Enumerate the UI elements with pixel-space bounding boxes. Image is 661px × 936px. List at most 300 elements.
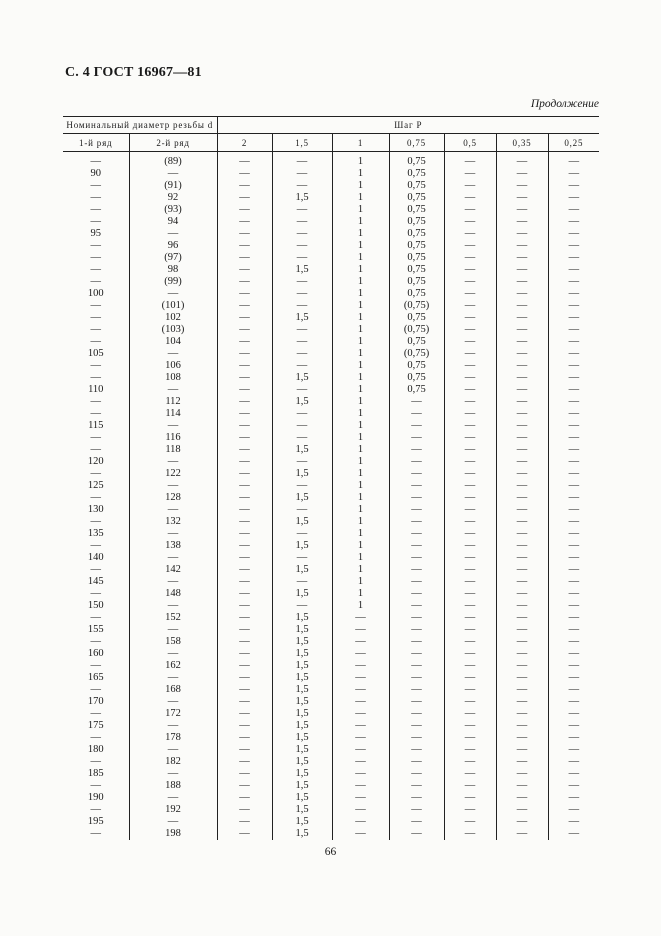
nominal-diameter-header: Номинальный диаметр резьбы d [63, 117, 217, 134]
cell-pitch-0-75: 0,75 [389, 180, 444, 192]
cell-pitch-2: — [217, 696, 272, 708]
cell-row1-diameter: — [90, 264, 101, 275]
cell-pitch-0-5: — [444, 288, 496, 300]
cell-pitch-1: — [332, 696, 389, 708]
cell-pitch-0-5: — [444, 624, 496, 636]
cell-pitch-0-35: — [496, 684, 548, 696]
cell-pitch-0-25: — [548, 732, 599, 744]
cell-pitch-0-75: — [389, 816, 444, 828]
cell-pitch-0-5: — [444, 336, 496, 348]
cell-pitch-0-5: — [444, 360, 496, 372]
cell-pitch-0-5: — [444, 252, 496, 264]
cell-pitch-0-25: — [548, 264, 599, 276]
cell-pitch-0-25: — [548, 540, 599, 552]
cell-pitch-0-75: — [389, 696, 444, 708]
cell-pitch-1: — [332, 636, 389, 648]
cell-pitch-1: — [332, 648, 389, 660]
cell-pitch-1: 1 [332, 312, 389, 324]
cell-row1-diameter: — [90, 804, 101, 815]
cell-pitch-0-75: — [389, 756, 444, 768]
cell-row2-diameter: — [129, 384, 217, 396]
table-row [63, 780, 599, 792]
cell-pitch-0-35: — [496, 396, 548, 408]
table-body [63, 152, 599, 841]
cell-row1-diameter: — [90, 660, 101, 671]
cell-pitch-0-25: — [548, 804, 599, 816]
cell-pitch-1: — [332, 828, 389, 840]
cell-row1-diameter: 155 [87, 624, 104, 635]
cell-pitch-0-35: — [496, 732, 548, 744]
cell-pitch-1: 1 [332, 228, 389, 240]
cell-row1-diameter: 105 [87, 348, 104, 359]
cell-pitch-2: — [217, 672, 272, 684]
cell-row2-diameter: 162 [129, 660, 217, 672]
cell-pitch-1-5: — [272, 420, 332, 432]
cell-pitch-0-5: — [444, 168, 496, 180]
cell-pitch-2: — [217, 480, 272, 492]
cell-row1-diameter: — [90, 312, 101, 323]
cell-pitch-0-35: — [496, 192, 548, 204]
cell-pitch-0-75: — [389, 552, 444, 564]
cell-pitch-0-25: — [548, 312, 599, 324]
cell-pitch-2: — [217, 240, 272, 252]
table-row [63, 744, 599, 756]
cell-pitch-0-35: — [496, 564, 548, 576]
cell-pitch-0-25: — [548, 480, 599, 492]
cell-pitch-0-75: — [389, 564, 444, 576]
cell-row2-diameter: 98 [129, 264, 217, 276]
cell-pitch-0-35: — [496, 636, 548, 648]
col-header-pitch-0-5: 0,5 [444, 134, 496, 152]
cell-pitch-0-25: — [548, 432, 599, 444]
cell-pitch-2: — [217, 264, 272, 276]
cell-pitch-2: — [217, 768, 272, 780]
cell-pitch-1: — [332, 732, 389, 744]
cell-pitch-0-75: — [389, 660, 444, 672]
cell-pitch-2: — [217, 528, 272, 540]
cell-pitch-0-5: — [444, 408, 496, 420]
cell-row1-diameter: — [90, 180, 101, 191]
cell-row1-diameter: — [90, 156, 101, 167]
cell-pitch-2: — [217, 588, 272, 600]
cell-pitch-0-35: — [496, 456, 548, 468]
table-row [63, 612, 599, 624]
col-header-row1: 1-й ряд [63, 134, 129, 152]
cell-pitch-0-35: — [496, 756, 548, 768]
cell-row1-diameter: 140 [87, 552, 104, 563]
cell-pitch-0-5: — [444, 528, 496, 540]
cell-row2-diameter: 138 [129, 540, 217, 552]
cell-pitch-2: — [217, 360, 272, 372]
cell-pitch-2: — [217, 684, 272, 696]
cell-row2-diameter: (93) [129, 204, 217, 216]
table-row [63, 300, 599, 312]
table-row [63, 264, 599, 276]
continuation-label: Продолжение [530, 98, 599, 110]
cell-pitch-0-35: — [496, 552, 548, 564]
cell-pitch-0-75: — [389, 720, 444, 732]
cell-pitch-1-5: — [272, 552, 332, 564]
cell-row2-diameter: 108 [129, 372, 217, 384]
table-row [63, 420, 599, 432]
table-row [63, 192, 599, 204]
table-row [63, 336, 599, 348]
cell-pitch-1-5: — [272, 324, 332, 336]
cell-pitch-1: 1 [332, 384, 389, 396]
cell-row2-diameter: (101) [129, 300, 217, 312]
cell-pitch-1-5: 1,5 [272, 744, 332, 756]
cell-pitch-0-35: — [496, 624, 548, 636]
cell-pitch-0-35: — [496, 240, 548, 252]
cell-row1-diameter: 160 [87, 648, 104, 659]
cell-row1-diameter: — [90, 360, 101, 371]
table-row [63, 444, 599, 456]
cell-pitch-0-35: — [496, 312, 548, 324]
cell-pitch-0-25: — [548, 492, 599, 504]
cell-pitch-0-25: — [548, 152, 599, 169]
cell-pitch-1: 1 [332, 300, 389, 312]
cell-pitch-1: 1 [332, 492, 389, 504]
cell-pitch-0-5: — [444, 384, 496, 396]
cell-pitch-2: — [217, 348, 272, 360]
cell-pitch-0-75: 0,75 [389, 264, 444, 276]
cell-pitch-1: — [332, 768, 389, 780]
cell-row1-diameter: 100 [87, 288, 104, 299]
cell-pitch-1: 1 [332, 372, 389, 384]
cell-pitch-0-75: — [389, 504, 444, 516]
cell-pitch-2: — [217, 336, 272, 348]
cell-pitch-1-5: 1,5 [272, 756, 332, 768]
cell-pitch-0-75: — [389, 588, 444, 600]
cell-pitch-0-35: — [496, 420, 548, 432]
cell-pitch-0-25: — [548, 528, 599, 540]
cell-row2-diameter: 172 [129, 708, 217, 720]
cell-pitch-2: — [217, 276, 272, 288]
cell-pitch-0-75: — [389, 492, 444, 504]
cell-row2-diameter: — [129, 600, 217, 612]
cell-pitch-0-35: — [496, 288, 548, 300]
cell-pitch-0-25: — [548, 288, 599, 300]
cell-pitch-0-35: — [496, 348, 548, 360]
cell-pitch-0-25: — [548, 684, 599, 696]
cell-pitch-1: — [332, 624, 389, 636]
cell-pitch-1-5: 1,5 [272, 732, 332, 744]
cell-pitch-2: — [217, 252, 272, 264]
cell-pitch-0-25: — [548, 672, 599, 684]
cell-pitch-2: — [217, 612, 272, 624]
cell-row2-diameter: 128 [129, 492, 217, 504]
cell-pitch-0-35: — [496, 768, 548, 780]
cell-pitch-0-35: — [496, 384, 548, 396]
cell-pitch-1: 1 [332, 408, 389, 420]
cell-pitch-0-25: — [548, 660, 599, 672]
cell-pitch-1: 1 [332, 152, 389, 169]
cell-pitch-2: — [217, 216, 272, 228]
cell-row1-diameter: 90 [90, 168, 101, 179]
cell-pitch-2: — [217, 816, 272, 828]
cell-pitch-0-75: 0,75 [389, 336, 444, 348]
cell-pitch-1-5: — [272, 240, 332, 252]
cell-pitch-1: — [332, 804, 389, 816]
cell-pitch-0-5: — [444, 804, 496, 816]
table-row [63, 552, 599, 564]
table-row [63, 660, 599, 672]
cell-pitch-1-5: — [272, 360, 332, 372]
cell-pitch-1-5: — [272, 276, 332, 288]
cell-pitch-2: — [217, 792, 272, 804]
cell-pitch-1-5: — [272, 456, 332, 468]
cell-pitch-1-5: — [272, 528, 332, 540]
cell-pitch-0-5: — [444, 780, 496, 792]
cell-row2-diameter: — [129, 672, 217, 684]
table-row [63, 516, 599, 528]
cell-pitch-1: — [332, 660, 389, 672]
cell-pitch-0-75: — [389, 444, 444, 456]
cell-pitch-0-75: 0,75 [389, 168, 444, 180]
cell-pitch-1-5: — [272, 152, 332, 169]
cell-pitch-2: — [217, 432, 272, 444]
cell-pitch-0-5: — [444, 204, 496, 216]
cell-pitch-1-5: 1,5 [272, 768, 332, 780]
cell-pitch-0-25: — [548, 204, 599, 216]
table-row [63, 180, 599, 192]
cell-row1-diameter: — [90, 636, 101, 647]
cell-row2-diameter: 142 [129, 564, 217, 576]
cell-pitch-1-5: 1,5 [272, 312, 332, 324]
cell-pitch-2: — [217, 744, 272, 756]
cell-row1-diameter: — [90, 204, 101, 215]
cell-row2-diameter: — [129, 528, 217, 540]
cell-pitch-2: — [217, 192, 272, 204]
cell-pitch-0-35: — [496, 276, 548, 288]
table-row [63, 168, 599, 180]
cell-pitch-0-25: — [548, 336, 599, 348]
cell-pitch-0-25: — [548, 408, 599, 420]
cell-pitch-0-75: — [389, 684, 444, 696]
cell-pitch-1: 1 [332, 576, 389, 588]
cell-pitch-0-35: — [496, 360, 548, 372]
cell-pitch-0-35: — [496, 324, 548, 336]
cell-pitch-1: 1 [332, 396, 389, 408]
cell-pitch-0-75: (0,75) [389, 348, 444, 360]
cell-pitch-1-5: 1,5 [272, 612, 332, 624]
cell-pitch-1: 1 [332, 192, 389, 204]
table-row [63, 828, 599, 840]
cell-pitch-1-5: 1,5 [272, 684, 332, 696]
cell-pitch-0-75: (0,75) [389, 300, 444, 312]
cell-pitch-1-5: 1,5 [272, 720, 332, 732]
cell-pitch-2: — [217, 564, 272, 576]
cell-pitch-1-5: — [272, 288, 332, 300]
cell-pitch-0-35: — [496, 672, 548, 684]
cell-row1-diameter: — [90, 240, 101, 251]
cell-pitch-1-5: 1,5 [272, 816, 332, 828]
cell-row1-diameter: — [90, 732, 101, 743]
cell-row1-diameter: — [90, 444, 101, 455]
cell-pitch-2: — [217, 408, 272, 420]
table-row [63, 468, 599, 480]
table-row [63, 204, 599, 216]
cell-pitch-0-75: 0,75 [389, 288, 444, 300]
table-row [63, 528, 599, 540]
cell-pitch-1-5: 1,5 [272, 660, 332, 672]
table-row [63, 708, 599, 720]
table-row [63, 288, 599, 300]
cell-pitch-0-75: — [389, 636, 444, 648]
cell-pitch-1: 1 [332, 276, 389, 288]
cell-pitch-0-25: — [548, 252, 599, 264]
cell-pitch-0-35: — [496, 780, 548, 792]
cell-pitch-2: — [217, 324, 272, 336]
cell-pitch-1-5: — [272, 336, 332, 348]
cell-pitch-0-75: — [389, 456, 444, 468]
cell-row2-diameter: — [129, 768, 217, 780]
cell-row1-diameter: — [90, 300, 101, 311]
cell-pitch-0-5: — [444, 684, 496, 696]
cell-row1-diameter: 135 [87, 528, 104, 539]
cell-row1-diameter: 180 [87, 744, 104, 755]
cell-pitch-1: — [332, 684, 389, 696]
cell-pitch-0-25: — [548, 612, 599, 624]
cell-pitch-1: 1 [332, 444, 389, 456]
cell-pitch-1: 1 [332, 168, 389, 180]
cell-pitch-1-5: — [272, 228, 332, 240]
cell-pitch-0-35: — [496, 612, 548, 624]
cell-pitch-0-5: — [444, 672, 496, 684]
cell-row1-diameter: — [90, 324, 101, 335]
cell-pitch-0-75: — [389, 792, 444, 804]
table-row [63, 804, 599, 816]
cell-pitch-0-5: — [444, 324, 496, 336]
table-row [63, 276, 599, 288]
cell-pitch-0-5: — [444, 552, 496, 564]
cell-row2-diameter: 198 [129, 828, 217, 840]
cell-pitch-2: — [217, 300, 272, 312]
cell-pitch-1-5: 1,5 [272, 516, 332, 528]
cell-pitch-0-5: — [444, 708, 496, 720]
cell-row2-diameter: — [129, 504, 217, 516]
cell-pitch-1-5: — [272, 576, 332, 588]
cell-pitch-1: 1 [332, 180, 389, 192]
cell-pitch-1: — [332, 672, 389, 684]
cell-pitch-0-35: — [496, 180, 548, 192]
cell-row1-diameter: — [90, 432, 101, 443]
cell-pitch-0-35: — [496, 504, 548, 516]
cell-pitch-0-35: — [496, 252, 548, 264]
cell-pitch-1: 1 [332, 600, 389, 612]
cell-pitch-1: 1 [332, 588, 389, 600]
cell-row2-diameter: 106 [129, 360, 217, 372]
cell-pitch-0-35: — [496, 480, 548, 492]
cell-pitch-2: — [217, 516, 272, 528]
cell-pitch-0-75: — [389, 780, 444, 792]
table-row [63, 480, 599, 492]
cell-pitch-0-75: — [389, 828, 444, 840]
cell-pitch-0-25: — [548, 192, 599, 204]
cell-row1-diameter: — [90, 396, 101, 407]
cell-pitch-2: — [217, 228, 272, 240]
cell-pitch-1: 1 [332, 204, 389, 216]
cell-row2-diameter: — [129, 168, 217, 180]
cell-pitch-0-35: — [496, 696, 548, 708]
cell-pitch-1: 1 [332, 324, 389, 336]
cell-pitch-1-5: 1,5 [272, 780, 332, 792]
cell-pitch-0-75: — [389, 648, 444, 660]
table-row [63, 684, 599, 696]
cell-pitch-2: — [217, 444, 272, 456]
cell-pitch-0-5: — [444, 276, 496, 288]
cell-pitch-1: — [332, 792, 389, 804]
cell-pitch-0-5: — [444, 228, 496, 240]
cell-pitch-1: 1 [332, 360, 389, 372]
cell-pitch-1-5: 1,5 [272, 372, 332, 384]
cell-row2-diameter: (89) [129, 152, 217, 169]
cell-pitch-0-25: — [548, 228, 599, 240]
cell-row1-diameter: — [90, 780, 101, 791]
cell-row2-diameter: 94 [129, 216, 217, 228]
col-header-pitch-0-35: 0,35 [496, 134, 548, 152]
cell-pitch-0-35: — [496, 828, 548, 840]
cell-pitch-1-5: 1,5 [272, 792, 332, 804]
cell-pitch-2: — [217, 720, 272, 732]
cell-pitch-2: — [217, 600, 272, 612]
cell-row1-diameter: 145 [87, 576, 104, 587]
cell-row2-diameter: 122 [129, 468, 217, 480]
cell-pitch-0-5: — [444, 240, 496, 252]
cell-pitch-0-35: — [496, 720, 548, 732]
cell-row2-diameter: — [129, 420, 217, 432]
cell-pitch-0-25: — [548, 180, 599, 192]
cell-pitch-0-25: — [548, 636, 599, 648]
cell-pitch-2: — [217, 396, 272, 408]
cell-pitch-1: — [332, 708, 389, 720]
cell-pitch-1: — [332, 780, 389, 792]
cell-pitch-0-25: — [548, 324, 599, 336]
cell-pitch-2: — [217, 780, 272, 792]
cell-pitch-0-25: — [548, 360, 599, 372]
cell-pitch-0-75: 0,75 [389, 192, 444, 204]
cell-pitch-1: 1 [332, 480, 389, 492]
cell-pitch-1-5: — [272, 600, 332, 612]
cell-pitch-0-75: 0,75 [389, 360, 444, 372]
cell-pitch-1-5: 1,5 [272, 648, 332, 660]
cell-row2-diameter: — [129, 792, 217, 804]
cell-pitch-0-5: — [444, 192, 496, 204]
cell-pitch-1: 1 [332, 552, 389, 564]
cell-pitch-0-5: — [444, 828, 496, 840]
col-header-pitch-0-25: 0,25 [548, 134, 599, 152]
cell-pitch-0-25: — [548, 564, 599, 576]
table-row [63, 312, 599, 324]
cell-pitch-0-5: — [444, 756, 496, 768]
cell-pitch-0-75: — [389, 612, 444, 624]
cell-pitch-0-25: — [548, 168, 599, 180]
cell-pitch-0-25: — [548, 444, 599, 456]
cell-row2-diameter: (99) [129, 276, 217, 288]
cell-pitch-1-5: — [272, 480, 332, 492]
cell-row2-diameter: — [129, 624, 217, 636]
cell-pitch-2: — [217, 288, 272, 300]
cell-pitch-0-75: 0,75 [389, 372, 444, 384]
cell-pitch-0-5: — [444, 732, 496, 744]
table-row [63, 732, 599, 744]
cell-row2-diameter: 152 [129, 612, 217, 624]
cell-pitch-0-25: — [548, 552, 599, 564]
cell-row1-diameter: — [90, 468, 101, 479]
table-row [63, 588, 599, 600]
table-row [63, 624, 599, 636]
cell-pitch-0-75: — [389, 396, 444, 408]
